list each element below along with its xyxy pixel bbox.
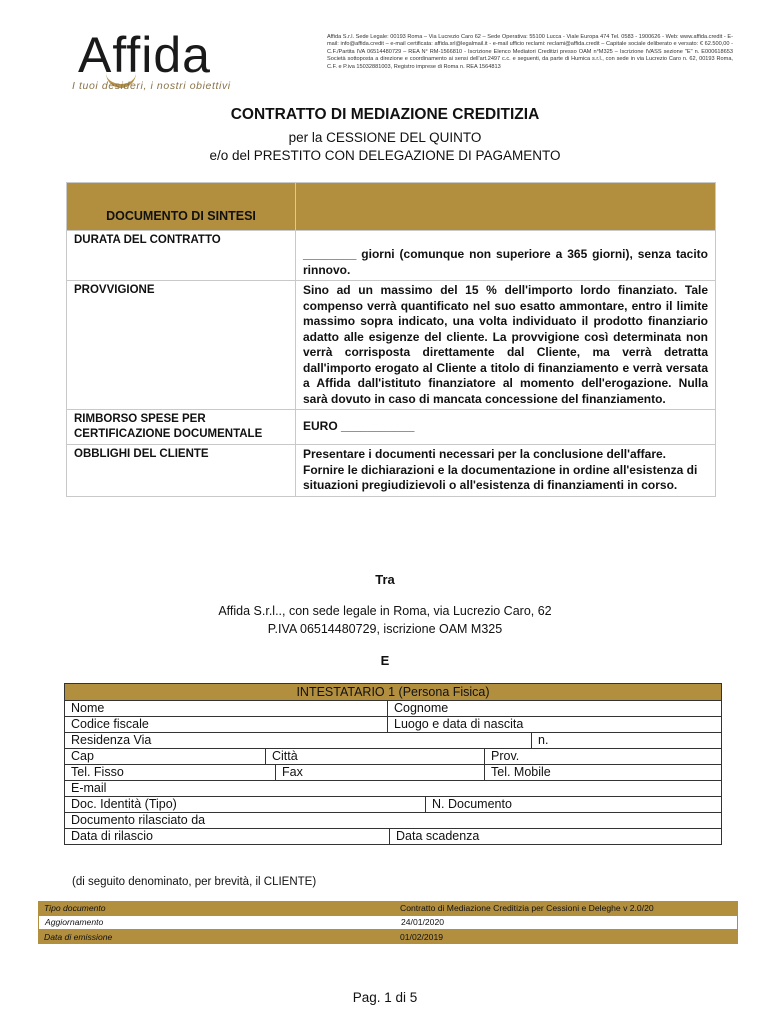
party-affida-line2: P.IVA 06514480729, iscrizione OAM M325	[267, 622, 503, 636]
summary-value: ________ giorni (comunque non superiore a 365 giorni), senza tacito rinnovo.	[296, 231, 716, 281]
document-subtitle-1: per la CESSIONE DEL QUINTO	[288, 130, 482, 145]
form-header-row	[65, 684, 721, 700]
tel-fisso-field[interactable]: Tel. Fisso	[71, 765, 124, 779]
document-subtitle-2: e/o del PRESTITO CON DELEGAZIONE DI PAGAMENTO	[209, 148, 561, 163]
summary-value: Sino ad un massimo del 15 % dell'importo lordo finanziato. Tale compenso verrà quantificato nel suo esatto ammontare, entro il limite massimo sopra indicato, una volta individuato il prodotto finanziario adatto alle esigenze del cliente. La provvigione così determinata non verrà corrisposta direttamente dal Cliente, ma verrà detratta dall'importo erogato al Cliente a titolo di finanziamento e verrà versata a Affida dall'istituto finanziatore al momento dell'erogazione. Nulla sarà dovuto in caso di mancata concessione del finanziamento.	[296, 281, 716, 410]
codice-fiscale-field[interactable]: Codice fiscale	[71, 717, 149, 731]
cap-field[interactable]: Cap	[71, 749, 94, 763]
affida-logo	[70, 28, 260, 92]
form-row	[65, 700, 721, 716]
nome-field[interactable]: Nome	[71, 701, 105, 715]
meta-value: 01/02/2019	[400, 932, 444, 942]
civic-number-field[interactable]: n.	[531, 733, 721, 748]
tra-label: Tra	[375, 572, 395, 587]
summary-row	[67, 281, 716, 410]
summary-label: PROVVIGIONE	[67, 281, 296, 410]
logo-tagline: I tuoi desideri, i nostri obiettivi	[72, 80, 231, 92]
form-header: INTESTATARIO 1 (Persona Fisica)	[296, 685, 490, 699]
summary-header-empty	[296, 183, 716, 231]
email-field[interactable]: E-mail	[71, 781, 107, 795]
party-affida-line1: Affida S.r.l.., con sede legale in Roma, via Lucrezio Caro, 62	[218, 604, 552, 618]
meta-row	[38, 930, 738, 944]
summary-value: Presentare i documenti necessari per la conclusione dell'affare. Fornire le dichiarazioni e la documentazione in ordine all'esistenza di situazioni pregiudizievoli o all'esistenza di finanziamenti in corso.	[296, 445, 716, 497]
form-row	[65, 796, 721, 812]
company-info: Affida S.r.l. Sede Legale: 00193 Roma – Via Lucrezio Caro 62 – Sede Operativa: 55100 Lucca - Viale Europa 474 Tel. 0583 - 1900626 - Web: www.affida.credit - E-mail: info@affida.credit – e-mail certificata: affida.srl@legalmail.it - e-mail ufficio reclami: reclami@affida.credit – Capitale sociale deliberato e versato: € 62.500,00 - C.F./Partita IVA 06514480729 – REA N° RM-1566810 - Iscrizione Elenco Mediatori Creditizi presso OAM n°M325 – Iscrizione IVASS sezione "E" n. E000618653 Società sottoposta a direzione e coordinamento ai sensi dell'art.2497 c.c. e seguenti, da parte di Humica s.r.l., con sede in via Lucrezio Caro n. 62, 00193 Roma, C.F. e P.iva 15032881003, Registro imprese di Roma n. REA 1564813	[327, 34, 733, 70]
meta-label: Tipo documento	[44, 903, 106, 913]
residenza-field[interactable]: Residenza Via	[71, 733, 152, 747]
meta-row	[38, 901, 738, 915]
intestatario-form	[64, 683, 722, 845]
form-row	[65, 764, 721, 780]
doc-identita-field[interactable]: Doc. Identità (Tipo)	[71, 797, 177, 811]
document-title: CONTRATTO DI MEDIAZIONE CREDITIZIA	[230, 106, 540, 123]
cliente-note: (di seguito denominato, per brevità, il CLIENTE)	[72, 876, 317, 888]
page-number: Pag. 1 di 5	[352, 990, 418, 1005]
form-row	[65, 748, 721, 764]
meta-label: Aggiornamento	[45, 917, 104, 927]
luogo-data-nascita-field[interactable]: Luogo e data di nascita	[387, 717, 721, 732]
summary-table	[66, 182, 716, 497]
summary-value: EURO ___________	[296, 410, 716, 445]
summary-header-row	[67, 183, 716, 231]
summary-row	[67, 231, 716, 281]
n-documento-field[interactable]: N. Documento	[425, 797, 721, 812]
citta-field[interactable]: Città	[265, 749, 484, 764]
meta-label: Data di emissione	[44, 932, 113, 942]
logo-wordmark: Affida	[78, 27, 211, 83]
meta-value: 24/01/2020	[401, 917, 445, 927]
summary-row	[67, 445, 716, 497]
form-row	[65, 828, 721, 844]
document-metadata	[38, 901, 738, 944]
form-row	[65, 780, 721, 796]
fax-field[interactable]: Fax	[275, 765, 484, 780]
data-rilascio-field[interactable]: Data di rilascio	[71, 829, 153, 843]
cognome-field[interactable]: Cognome	[387, 701, 721, 716]
meta-row	[38, 915, 738, 930]
data-scadenza-field[interactable]: Data scadenza	[389, 829, 721, 844]
prov-field[interactable]: Prov.	[484, 749, 721, 764]
form-row	[65, 716, 721, 732]
summary-row	[67, 410, 716, 445]
summary-label: DURATA DEL CONTRATTO	[67, 231, 296, 281]
tel-mobile-field[interactable]: Tel. Mobile	[484, 765, 721, 780]
form-row	[65, 812, 721, 828]
e-label: E	[380, 653, 390, 668]
rilasciato-da-field[interactable]: Documento rilasciato da	[71, 813, 206, 827]
summary-label: OBBLIGHI DEL CLIENTE	[67, 445, 296, 497]
summary-label: RIMBORSO SPESE PER CERTIFICAZIONE DOCUMENTALE	[67, 410, 296, 445]
summary-header: DOCUMENTO DI SINTESI	[67, 183, 296, 231]
form-row	[65, 732, 721, 748]
meta-value: Contratto di Mediazione Creditizia per Cessioni e Deleghe v 2.0/20	[400, 903, 654, 913]
